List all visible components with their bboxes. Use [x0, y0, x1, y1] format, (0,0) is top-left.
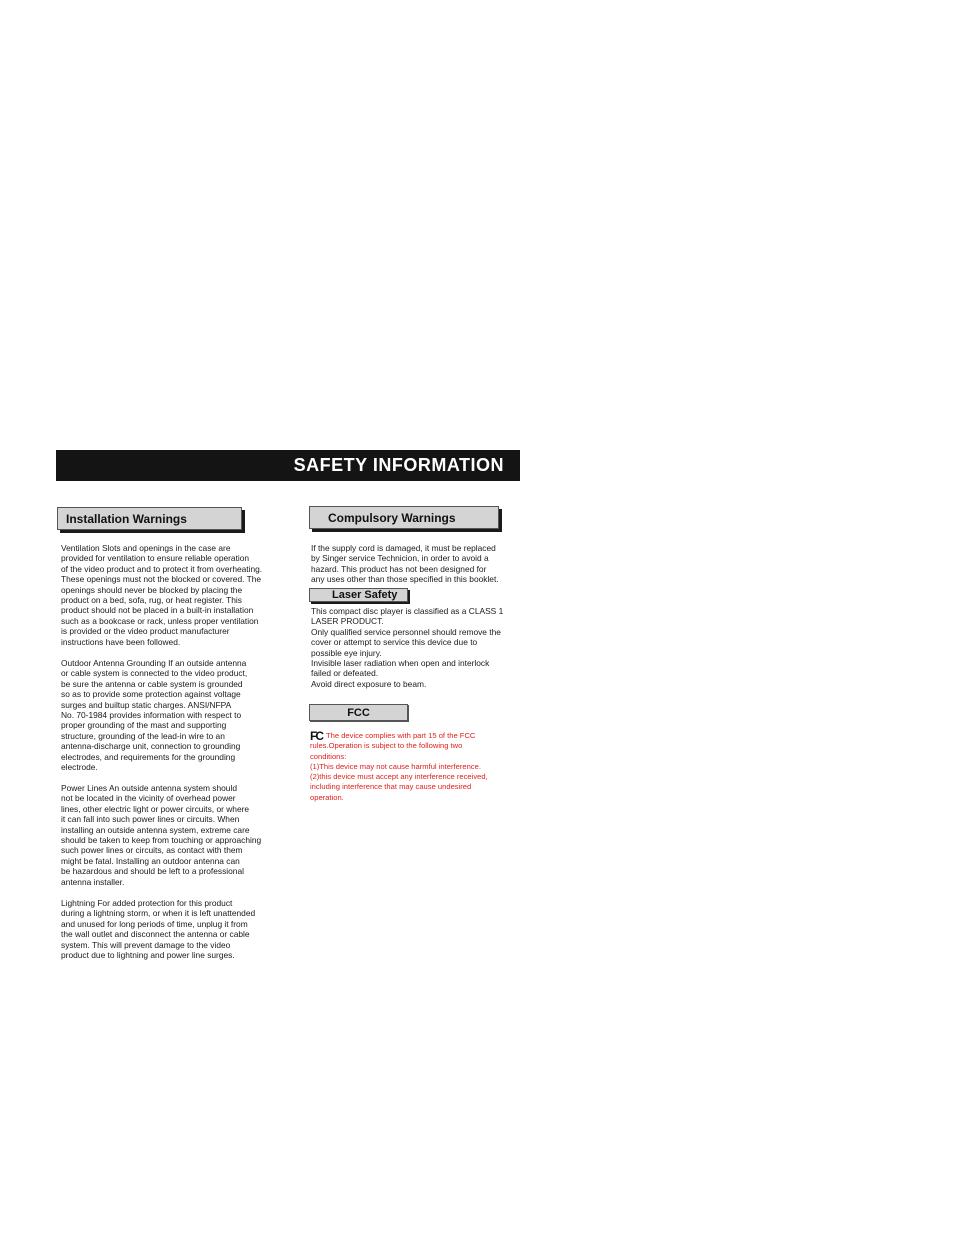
- fcc-line: [310, 731, 520, 741]
- fcc-statement: [310, 731, 520, 803]
- laser-safety-heading: Laser Safety: [309, 588, 408, 602]
- fcc-line: operation.: [310, 792, 344, 802]
- fcc-logo-icon: FC: [310, 729, 322, 743]
- fcc-line: including interference that may cause undesired: [310, 782, 472, 792]
- compulsory-warnings-heading: Compulsory Warnings: [309, 506, 499, 529]
- fcc-line: rules.Operation is subject to the following two: [310, 741, 463, 751]
- power-lines-paragraph: Power Lines An outside antenna system should not be located in the vicinity of overhead power lines, other electric light or power circuits, or where it can fall into such power lines or circuits. When installing an outside antenna system, extreme care should be taken to keep from touching or approaching such power lines or circuits, as contact with them might be fatal. Installing an outdoor antenna can be hazardous and should be left to a professional antenna installer.: [61, 783, 262, 887]
- fcc-line-text: The device complies with part 15 of the FCC: [326, 731, 476, 740]
- fcc-line: conditions:: [310, 751, 347, 761]
- ventilation-paragraph: Ventilation Slots and openings in the case are provided for ventilation to ensure reliable operation of the video product and to protect it from overheating. These openings must not the blocked or covered. The openings should never be blocked by placing the product on a bed, sofa, rug, or heat register. This product should not be placed in a built-in installation such as a bookcase or rack, unless proper ventilation is provided or the video product manufacturer instructions have been followed.: [61, 543, 263, 647]
- laser-safety-paragraph: This compact disc player is classified as a CLASS 1 LASER PRODUCT. Only qualified service personnel should remove the cover or attempt to service this device due to possible eye injury. Invisible laser radiation when open and interlock failed or defeated. Avoid direct exposure to beam.: [311, 606, 504, 689]
- page-title: SAFETY INFORMATION: [293, 455, 504, 475]
- installation-warnings-heading: Installation Warnings: [57, 507, 242, 530]
- fcc-heading: FCC: [309, 704, 408, 721]
- fcc-line: (1)This device may not cause harmful interference.: [310, 761, 481, 771]
- title-banner: [56, 450, 520, 481]
- antenna-grounding-paragraph: Outdoor Antenna Grounding If an outside antenna or cable system is connected to the video product, be sure the antenna or cable system is grounded so as to provide some protection against voltage surges and builtup static charges. ANSI/NFPA No. 70-1984 provides information with respect to proper grounding of the mast and supporting structure, grounding of the lead-in wire to an antenna-discharge unit, connection to grounding electrodes, and requirements for the grounding electrode.: [61, 658, 248, 773]
- supply-cord-paragraph: If the supply cord is damaged, it must be replaced by Singer service Technicion, in order to avoid a hazard. This product has not been designed for any uses other than those specified in this booklet.: [311, 543, 499, 585]
- fcc-line: (2)this device must accept any interference received,: [310, 772, 488, 782]
- lightning-paragraph: Lightning For added protection for this product during a lightning storm, or when it is left unattended and unused for long periods of time, unplug it from the wall outlet and disconnect the antenna or cable system. This will prevent damage to the video product due to lightning and power line surges.: [61, 898, 256, 961]
